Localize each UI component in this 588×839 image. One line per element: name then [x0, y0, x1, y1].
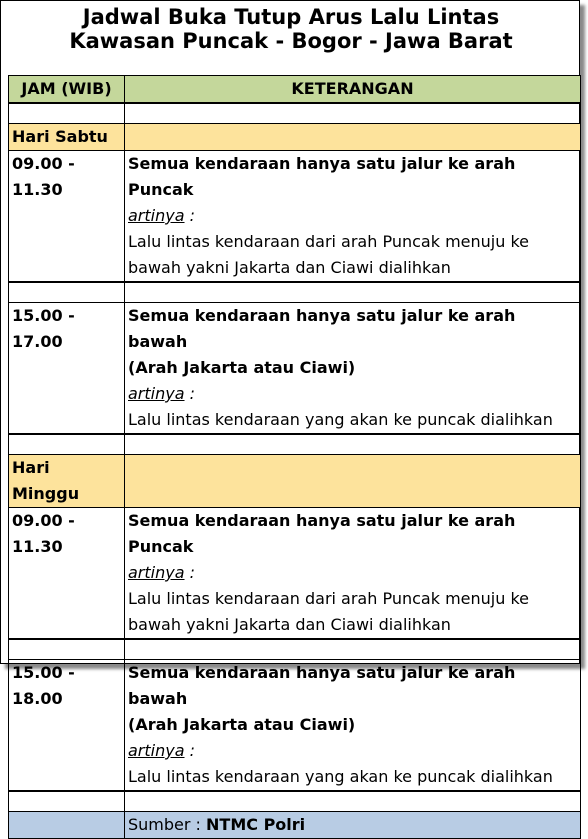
source-value: NTMC Polri — [206, 815, 306, 834]
section-label-saturday: Hari Sabtu — [9, 124, 125, 151]
description-cell: Semua kendaraan hanya satu jalur ke arah Puncak artinya : Lalu lintas kendaraan dari arah Puncak menuju ke bawah yakni Jakarta dan Ciawi dialihkan — [125, 508, 581, 640]
section-label-sunday: Hari Minggu — [9, 455, 125, 508]
schedule-table — [8, 75, 581, 839]
rule-detail: Lalu lintas kendaraan yang akan ke puncak dialihkan — [128, 767, 553, 786]
rule-detail: Lalu lintas kendaraan dari arah Puncak menuju ke — [128, 589, 529, 608]
artinya-label: artinya — [128, 741, 185, 760]
title-line-1: Jadwal Buka Tutup Arus Lalu Lintas — [82, 5, 500, 29]
rule-title: (Arah Jakarta atau Ciawi) — [128, 358, 356, 377]
description-cell: Semua kendaraan hanya satu jalur ke arah bawah (Arah Jakarta atau Ciawi) artinya : Lalu lintas kendaraan yang akan ke puncak dialihkan — [125, 303, 581, 435]
time-cell: 15.00 - 18.00 — [9, 660, 125, 792]
table-header — [9, 76, 581, 104]
spacer-row — [9, 282, 581, 303]
rule-title: Semua kendaraan hanya satu jalur ke arah Puncak — [128, 511, 516, 556]
rule-detail: Lalu lintas kendaraan yang akan ke puncak dialihkan — [128, 410, 553, 429]
rule-title: (Arah Jakarta atau Ciawi) — [128, 715, 356, 734]
description-cell: Semua kendaraan hanya satu jalur ke arah Puncak artinya : Lalu lintas kendaraan dari arah Puncak menuju ke bawah yakni Jakarta dan Ciawi dialihkan — [125, 151, 581, 283]
time-cell: 09.00 - 11.30 — [9, 151, 125, 283]
page-title — [1, 5, 581, 53]
rule-title: Semua kendaraan hanya satu jalur ke arah Puncak — [128, 154, 516, 199]
header-description: KETERANGAN — [125, 76, 581, 104]
section-row-sunday — [9, 455, 581, 508]
title-line-2: Kawasan Puncak - Bogor - Jawa Barat — [69, 29, 513, 53]
section-row-saturday — [9, 124, 581, 151]
table-row — [9, 508, 581, 640]
artinya-label: artinya — [128, 563, 185, 582]
artinya-label: artinya — [128, 384, 185, 403]
time-cell: 09.00 - 11.30 — [9, 508, 125, 640]
table-row — [9, 151, 581, 283]
spacer-row — [9, 791, 581, 812]
source-row — [9, 812, 581, 839]
description-cell: Semua kendaraan hanya satu jalur ke arah bawah (Arah Jakarta atau Ciawi) artinya : Lalu lintas kendaraan yang akan ke puncak dialihkan — [125, 660, 581, 792]
source-cell — [125, 812, 581, 839]
rule-detail: Lalu lintas kendaraan dari arah Puncak menuju ke — [128, 232, 529, 251]
rule-title: Semua kendaraan hanya satu jalur ke arah bawah — [128, 663, 516, 708]
spacer-row — [9, 103, 581, 124]
source-label: Sumber : — [128, 815, 207, 834]
table-row — [9, 303, 581, 435]
header-time: JAM (WIB) — [9, 76, 125, 104]
time-cell: 15.00 - 17.00 — [9, 303, 125, 435]
spacer-row — [9, 639, 581, 660]
rule-detail: bawah yakni Jakarta dan Ciawi dialihkan — [128, 615, 451, 634]
rule-detail: bawah yakni Jakarta dan Ciawi dialihkan — [128, 258, 451, 277]
spacer-row — [9, 434, 581, 455]
rule-title: Semua kendaraan hanya satu jalur ke arah bawah — [128, 306, 516, 351]
table-row — [9, 660, 581, 792]
artinya-label: artinya — [128, 206, 185, 225]
